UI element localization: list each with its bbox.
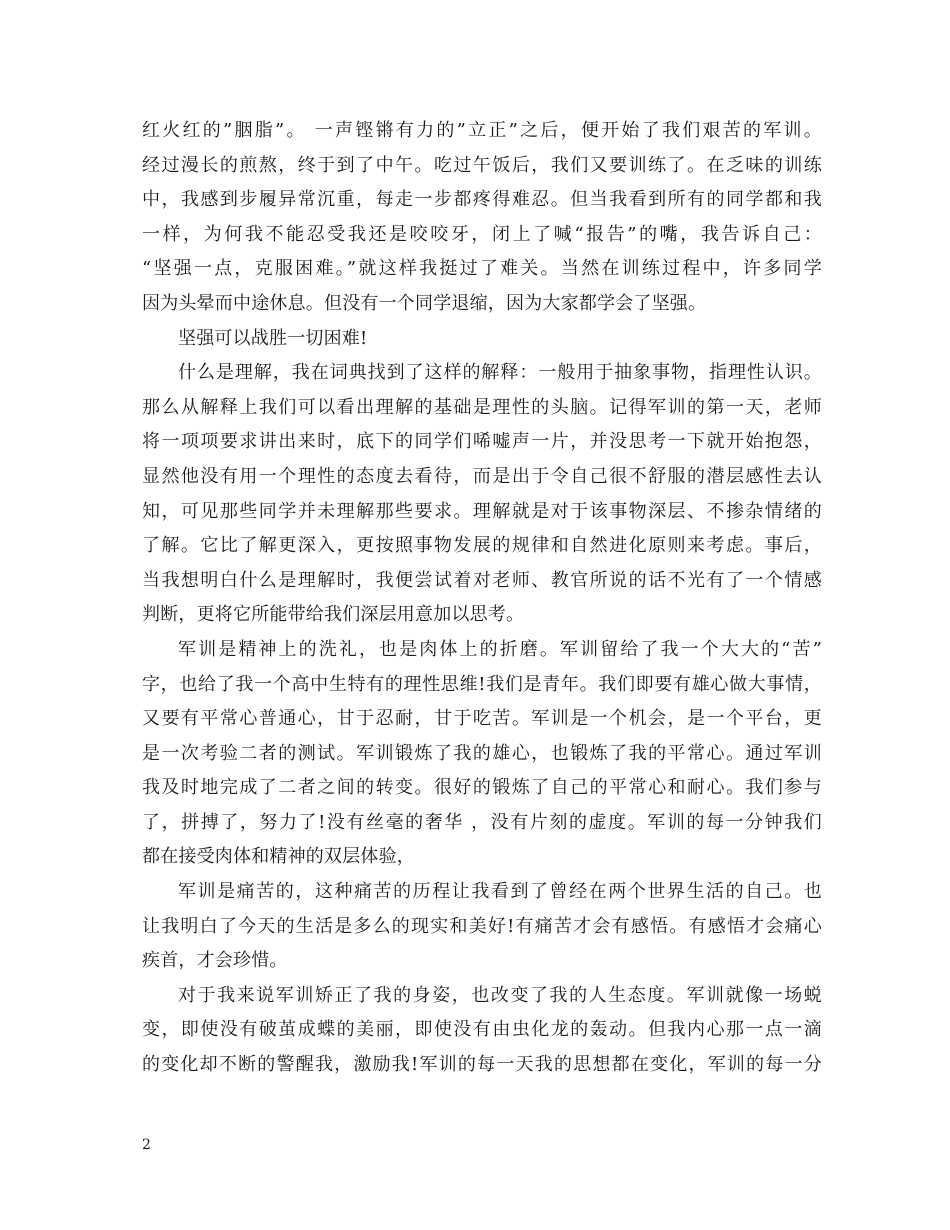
text-line: 的变化却不断的警醒我，激励我!军训的每一天我的思想都在变化，军训的每一分: [142, 1054, 822, 1076]
text-line: 因为头晕而中途休息。但没有一个同学退缩，因为大家都学会了坚强。: [142, 292, 707, 314]
text-line: 军训是精神上的洗礼，也是肉体上的折磨。军训留给了我一个大大的“苦”: [178, 638, 822, 660]
text-line: 字，也给了我一个高中生特有的理性思维!我们是青年。我们即要有雄心做大事情，: [142, 673, 822, 695]
text-line: 让我明白了今天的生活是多么的现实和美好!有痛苦才会有感悟。有感悟才会痛心: [142, 915, 822, 937]
text-line: 我及时地完成了二者之间的转变。很好的锻炼了自己的平常心和耐心。我们参与: [142, 777, 822, 799]
text-line: 什么是理解，我在词典找到了这样的解释：一般用于抽象事物，指理性认识。: [178, 362, 822, 384]
text-line: 了，拼搏了，努力了!没有丝毫的奢华 ，没有片刻的虚度。军训的每一分钟我们: [142, 811, 822, 833]
text-line: “坚强一点，克服困难。”就这样我挺过了难关。当然在训练过程中，许多同学: [142, 258, 822, 280]
document-body: [142, 114, 822, 1083]
text-line: 经过漫长的煎熬，终于到了中午。吃过午饭后，我们又要训练了。在乏味的训练: [142, 154, 822, 176]
text-line: 坚强可以战胜一切困难!: [178, 327, 368, 349]
text-line: 判断，更将它所能带给我们深层用意加以思考。: [142, 604, 525, 626]
text-line: 军训是痛苦的，这种痛苦的历程让我看到了曾经在两个世界生活的自己。也: [178, 881, 822, 903]
text-line: 变，即使没有破茧成蝶的美丽，即使没有由虫化龙的轰动。但我内心那一点一滴: [142, 1019, 822, 1041]
text-line: 那么从解释上我们可以看出理解的基础是理性的头脑。记得军训的第一天，老师: [142, 396, 822, 418]
text-line: 中，我感到步履异常沉重，每走一步都疼得难忍。但当我看到所有的同学都和我: [142, 189, 822, 211]
text-line: 是一次考验二者的测试。军训锻炼了我的雄心，也锻炼了我的平常心。通过军训: [142, 742, 822, 764]
text-line: 红火红的”胭脂”。 一声铿锵有力的”立正”之后，便开始了我们艰苦的军训。: [142, 120, 822, 141]
text-line: 又要有平常心普通心，甘于忍耐，甘于吃苦。军训是一个机会，是一个平台，更: [142, 708, 822, 730]
text-line: 疾首，才会珍惜。: [142, 950, 288, 972]
text-line: 都在接受肉体和精神的双层体验，: [142, 846, 415, 868]
text-line: 将一项项要求讲出来时，底下的同学们唏嘘声一片，并没思考一下就开始抱怨，: [142, 431, 822, 453]
page-number: 2: [142, 1137, 151, 1153]
text-line: 当我想明白什么是理解时，我便尝试着对老师、教官所说的话不光有了一个情感: [142, 569, 822, 591]
text-line: 显然他没有用一个理性的态度去看待，而是出于令自己很不舒服的潜层感性去认: [142, 465, 822, 487]
text-line: 知，可见那些同学并未理解那些要求。理解就是对于该事物深层、不掺杂情绪的: [142, 500, 822, 522]
text-line: 对于我来说军训矫正了我的身姿，也改变了我的人生态度。军训就像一场蜕: [178, 984, 822, 1006]
text-line: 一样，为何我不能忍受我还是咬咬牙，闭上了喊“报告”的嘴，我告诉自己：: [142, 223, 822, 245]
text-line: 了解。它比了解更深入，更按照事物发展的规律和自然进化原则来考虑。事后，: [142, 535, 822, 557]
